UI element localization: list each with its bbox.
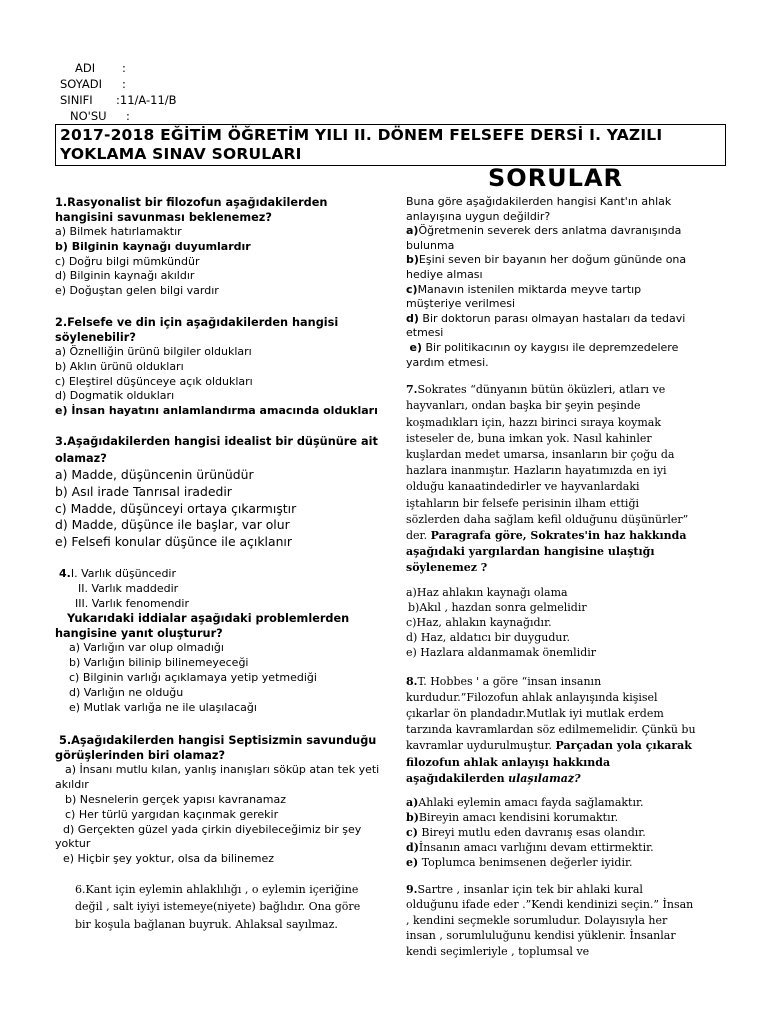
option: b) Asıl irade Tanrısal iradedir <box>55 483 232 499</box>
premise: III. Varlık fenomendir <box>75 596 189 610</box>
option: c) Bireyi mutlu eden davranış esas olandır. <box>406 825 646 839</box>
option: a)Haz ahlakın kaynağı olama <box>406 585 568 599</box>
info-label: NO'SU <box>70 109 107 123</box>
question-text: 2.Felsefe ve din için aşağıdakilerden hangisi söylenebilir? <box>55 315 339 344</box>
question-2 <box>55 315 385 419</box>
option: a) Öznelliğin ürünü bilgiler oldukları <box>55 344 252 358</box>
premise: 4.I. Varlık düşüncedir <box>59 566 176 580</box>
question-passage: 7.Sokrates “dünyanın bütün öküzleri, atları ve hayvanları, ondan başka bir şeyin peşinde koşmadıkları için, hazzı birinci sıraya koymak isteseler de, buna imkan yok. Nasıl kahinler kuşlardan medet umarsa, insanların bir çoğu da hazlara inanmıştır. Hazların hayatımızda en iyi olduğu kanaatindedirler ve hayvanlardaki iştahların bir felsefe perisinin ilham ettiği sözlerden daha sağlam kefil olduğunu düşünürler” der. Paragrafa göre, Sokrates'in haz hakkında aşağıdaki yargılardan hangisine ulaştığı söylenemez ? <box>406 383 689 575</box>
option: b) Nesnelerin gerçek yapısı kavranamaz <box>65 792 287 806</box>
option: a) Varlığın var olup olmadığı <box>69 641 224 655</box>
question-text: Yukarıdaki iddialar aşağıdaki problemlerden hangisine yanıt oluşturur? <box>55 612 350 641</box>
option: c)Haz, ahlakın kaynağıdır. <box>406 615 552 629</box>
option: a)Ahlaki eylemin amacı fayda sağlamaktır. <box>406 795 644 809</box>
option: d) Haz, aldatıcı bir duygudur. <box>406 630 571 644</box>
option: c) Eleştirel düşünceye açık oldukları <box>55 374 253 388</box>
question-text: 1.Rasyonalist bir filozofun aşağıdakilerden hangisini savunması beklenemez? <box>55 196 328 224</box>
option: c) Madde, düşünceyi ortaya çıkarmıştır <box>55 500 297 516</box>
left-column <box>55 195 385 933</box>
question-5 <box>55 733 385 867</box>
info-sep: : <box>122 77 126 91</box>
option: e) Toplumca benimsenen değerler iyidir. <box>406 855 633 869</box>
info-value: 11/A-11/B <box>119 93 177 107</box>
question-text: Parçadan yola çıkarak filozofun ahlak anlayışı hakkında aşağıdakilerden <box>406 739 692 785</box>
option: b)Eşini seven bir bayanın her doğum gününde ona hediye alması <box>406 253 687 281</box>
question-number: 9. <box>406 882 418 896</box>
question-4 <box>55 567 385 715</box>
option: d) Gerçekten güzel yada çirkin diyebileceğimiz bir şey yoktur <box>55 822 362 851</box>
info-row-surname <box>60 76 177 92</box>
question-text: 5.Aşağıdakilerden hangisi Septisizmin savunduğu görüşlerinden biri olamaz? <box>55 734 377 763</box>
question-text: Buna göre aşağıdakilerden hangisi Kant'ın ahlak anlayışına uygun değildir? <box>406 195 672 223</box>
info-label: ADI <box>75 61 96 75</box>
option: d) Madde, düşünce ile başlar, var olur <box>55 517 290 533</box>
info-row-name <box>60 60 177 76</box>
question-7 <box>406 382 696 659</box>
option: e) Hiçbir şey yoktur, olsa da bilinemez <box>63 852 275 866</box>
option: d) Varlığın ne olduğu <box>69 685 184 699</box>
question-6 <box>406 195 696 370</box>
student-info <box>60 60 177 124</box>
question-number: 4. <box>59 566 71 580</box>
question-text: 3.Aşağıdakilerden hangisi idealist bir düşünüre ait olamaz? <box>55 434 378 465</box>
option: e) Felsefi konular düşünce ile açıklanır <box>55 534 292 550</box>
info-sep: : <box>122 61 126 75</box>
option: e) Mutlak varlığa ne ile ulaşılacağı <box>69 700 257 714</box>
info-row-number <box>60 108 177 124</box>
info-row-class <box>60 92 177 108</box>
question-passage: 9.Sartre , insanlar için tek bir ahlaki kural olduğunu ifade eder .”Kendi kendinizi seçin.” İnsan , kendini seçmekle sorumludur. Dolayısıyla her insan , sorumluluğunu kendisi yüklenir. İnsanlar kendi seçimleriyle , toplumsal ve <box>406 882 694 958</box>
question-3 <box>55 433 385 551</box>
option: a) Madde, düşüncenin ürünüdür <box>55 466 254 482</box>
question-passage: 8.T. Hobbes ' a göre “insan insanın kurdudur.”Filozofun ahlak anlayışında kişisel çıkarlar ön plandadır.Mutlak iyi mutlak erdem tarzında kavramlardan söz edilmemelidir. Çünkü bu kavramlar uydurulmuştur. Parçadan yola çıkarak filozofun ahlak anlayışı hakkında aşağıdakilerden ulaşılamaz? <box>406 674 696 785</box>
question-text: 6.Kant için eylemin ahlaklılığı , o eylemin içeriğine değil , salt iyiyi istemeye(niyete) bağlıdır. Ona göre bir koşula bağlanan buyruk. Ahlaksal sayılmaz. <box>75 882 361 931</box>
option: a) İnsanı mutlu kılan, yanlış inanışları söküp atan tek yeti akıldır <box>55 763 380 792</box>
option: b) Varlığın bilinip bilinemeyeceği <box>69 656 249 670</box>
option: c) Bilginin varlığı açıklamaya yetip yetmediği <box>69 670 317 684</box>
option: d)İnsanın amacı varlığını devam ettirmektir. <box>406 840 654 854</box>
exam-title: 2017-2018 EĞİTİM ÖĞRETİM YILI II. DÖNEM FELSEFE DERSİ I. YAZILI YOKLAMA SINAV SORULARI <box>60 126 663 163</box>
option: a) Bilmek hatırlamaktır <box>55 225 182 238</box>
option: c) Doğru bilgi mümkündür <box>55 254 200 268</box>
premise: II. Varlık maddedir <box>78 581 179 595</box>
option: a)Öğretmenin severek ders anlatma davranışında bulunma <box>406 224 682 252</box>
exam-title-box <box>55 124 726 166</box>
question-8 <box>406 674 696 870</box>
option: c) Her türlü yargıdan kaçınmak gerekir <box>65 807 279 821</box>
info-label: SOYADI <box>60 77 102 91</box>
option: d) Bir doktorun parası olmayan hastaları da tedavi etmesi <box>406 311 686 340</box>
option: b)Akıl , hazdan sonra gelmelidir <box>408 600 587 614</box>
question-6-intro <box>55 881 375 934</box>
question-1 <box>55 195 385 299</box>
info-sep: : <box>126 109 130 123</box>
question-number: 7. <box>406 383 418 397</box>
info-sep: : <box>116 93 120 107</box>
option: e) Doğuştan gelen bilgi vardır <box>55 284 219 298</box>
right-column <box>406 195 696 959</box>
option: e) Bir politikacının oy kaygısı ile depremzedelere yardım etmesi. <box>406 340 679 369</box>
section-heading: SORULAR <box>488 164 624 192</box>
option: b) Bilginin kaynağı duyumlardır <box>55 239 251 253</box>
option: d) Dogmatik oldukları <box>55 389 175 403</box>
option: d) Bilginin kaynağı akıldır <box>55 269 195 283</box>
question-text-tail: ulaşılamaz? <box>508 771 581 785</box>
option: e) İnsan hayatını anlamlandırma amacında oldukları <box>55 404 378 418</box>
question-number: 8. <box>406 674 418 688</box>
question-text: Paragrafa göre, Sokrates'in haz hakkında aşağıdaki yargılardan hangisine ulaştığı söylenemez ? <box>406 528 687 575</box>
info-label: SINIFI <box>60 93 93 107</box>
option: c)Manavın istenilen miktarda meyve tartıp müşteriye verilmesi <box>406 282 642 311</box>
option: b) Aklın ürünü oldukları <box>55 359 184 373</box>
option: e) Hazlara aldanmamak önemlidir <box>406 645 597 659</box>
option: b)Bireyin amacı kendisini korumaktır. <box>406 810 619 824</box>
question-9 <box>406 882 696 960</box>
